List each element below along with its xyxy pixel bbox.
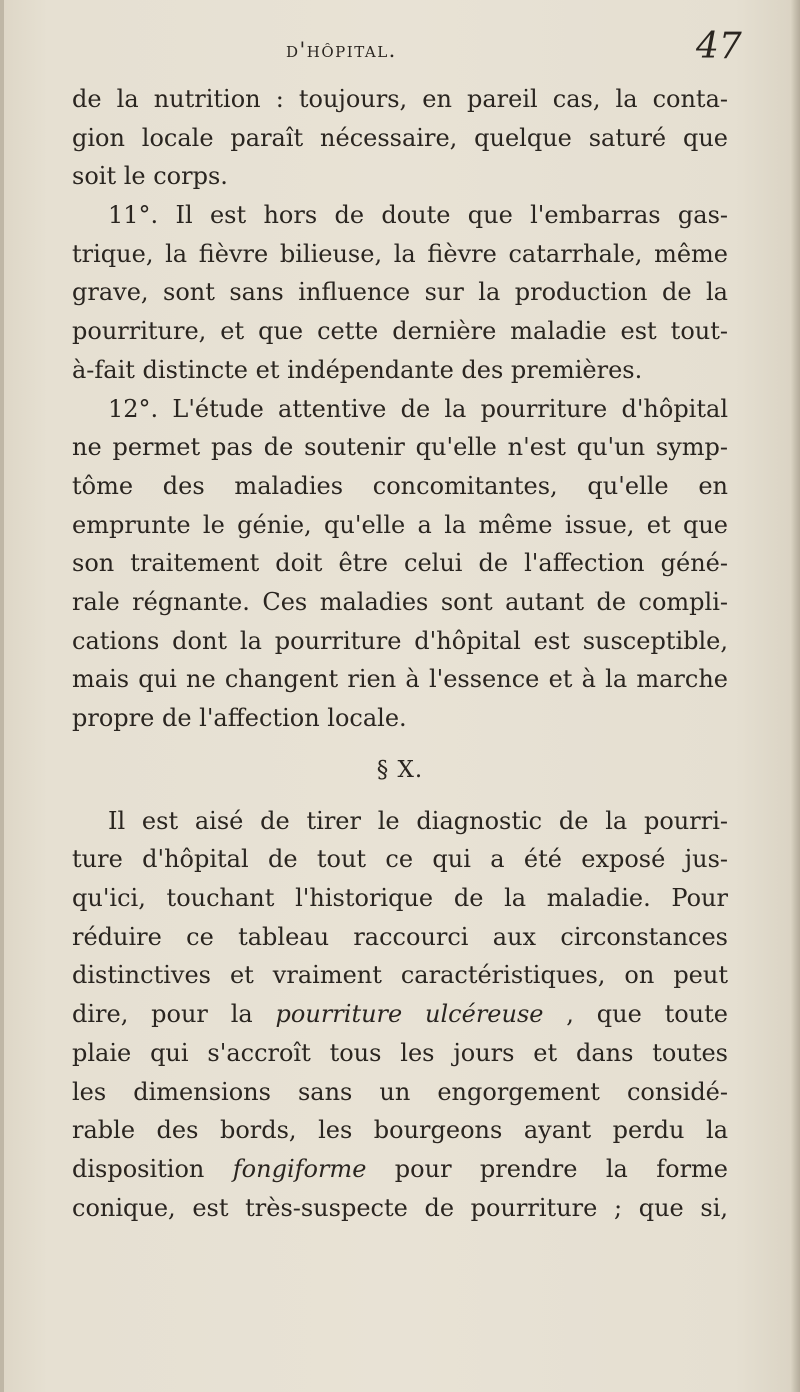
text-line: son traitement doit être celui de l'affection géné- — [72, 549, 728, 578]
text-line: grave, sont sans influence sur la production de la — [72, 278, 728, 307]
text-line — [72, 1150, 728, 1189]
text-line: 11°. Il est hors de doute que l'embarras gas- — [108, 201, 728, 230]
text-line: de la nutrition : toujours, en pareil cas, la conta- — [72, 85, 728, 113]
text-line: gion locale paraît nécessaire, quelque saturé que — [72, 123, 728, 152]
text-line: rale régnante. Ces maladies sont autant de compli- — [72, 587, 728, 616]
text-line: cations dont la pourriture d'hôpital est susceptible, — [72, 626, 728, 655]
text-line — [72, 995, 728, 1034]
paragraph-3 — [72, 390, 728, 738]
text-line: à-fait distincte et indépendante des premières. — [72, 355, 643, 384]
section-heading: § X. — [376, 756, 424, 783]
text-line: 12°. L'étude attentive de la pourriture d'hôpital — [108, 394, 728, 423]
text-line: réduire ce tableau raccourci aux circonstances — [72, 922, 728, 951]
text-line: qu'ici, touchant l'historique de la maladie. Pour — [72, 884, 728, 913]
page-header — [0, 22, 800, 72]
text-fragment: pour prendre la forme — [394, 1154, 728, 1183]
page-left-edge — [0, 0, 4, 1392]
page-right-edge — [790, 0, 800, 1392]
italic-term: pourriture ulcéreuse — [275, 1000, 544, 1029]
paragraph-4 — [72, 802, 728, 1228]
text-line: distinctives et vraiment caractéristiques, on peut — [72, 961, 728, 990]
body-text — [72, 80, 728, 1227]
text-line: plaie qui s'accroît tous les jours et dans toutes — [72, 1038, 728, 1067]
text-line: propre de l'affection locale. — [72, 704, 407, 732]
text-line: trique, la fièvre bilieuse, la fièvre catarrhale, même — [72, 239, 728, 268]
text-fragment: disposition — [72, 1154, 205, 1183]
paragraph-2 — [72, 196, 728, 389]
text-line: mais qui ne changent rien à l'essence et à la marche — [72, 665, 728, 694]
italic-term: fongiforme — [232, 1154, 367, 1183]
page-number: 47 — [696, 26, 742, 67]
text-line: conique, est très-suspecte de pourriture ; que si, — [72, 1193, 728, 1222]
text-line: rable des bords, les bourgeons ayant perdu la — [72, 1116, 728, 1145]
text-line: ture d'hôpital de tout ce qui a été exposé jus- — [72, 845, 728, 874]
running-head: d'hôpital. — [286, 38, 397, 62]
text-fragment: , que toute — [566, 1000, 728, 1029]
text-line: les dimensions sans un engorgement considé- — [72, 1077, 728, 1106]
text-line: soit le corps. — [72, 162, 228, 191]
text-line: tôme des maladies concomitantes, qu'elle en — [72, 471, 728, 500]
text-line: pourriture, et que cette dernière maladie est tout- — [72, 317, 728, 346]
paragraph-1 — [72, 80, 728, 196]
text-line: ne permet pas de soutenir qu'elle n'est qu'un symp- — [72, 433, 728, 462]
text-line: emprunte le génie, qu'elle a la même issue, et que — [72, 510, 728, 539]
text-fragment: dire, pour la — [72, 1000, 253, 1029]
text-line: Il est aisé de tirer le diagnostic de la pourri- — [108, 806, 728, 835]
